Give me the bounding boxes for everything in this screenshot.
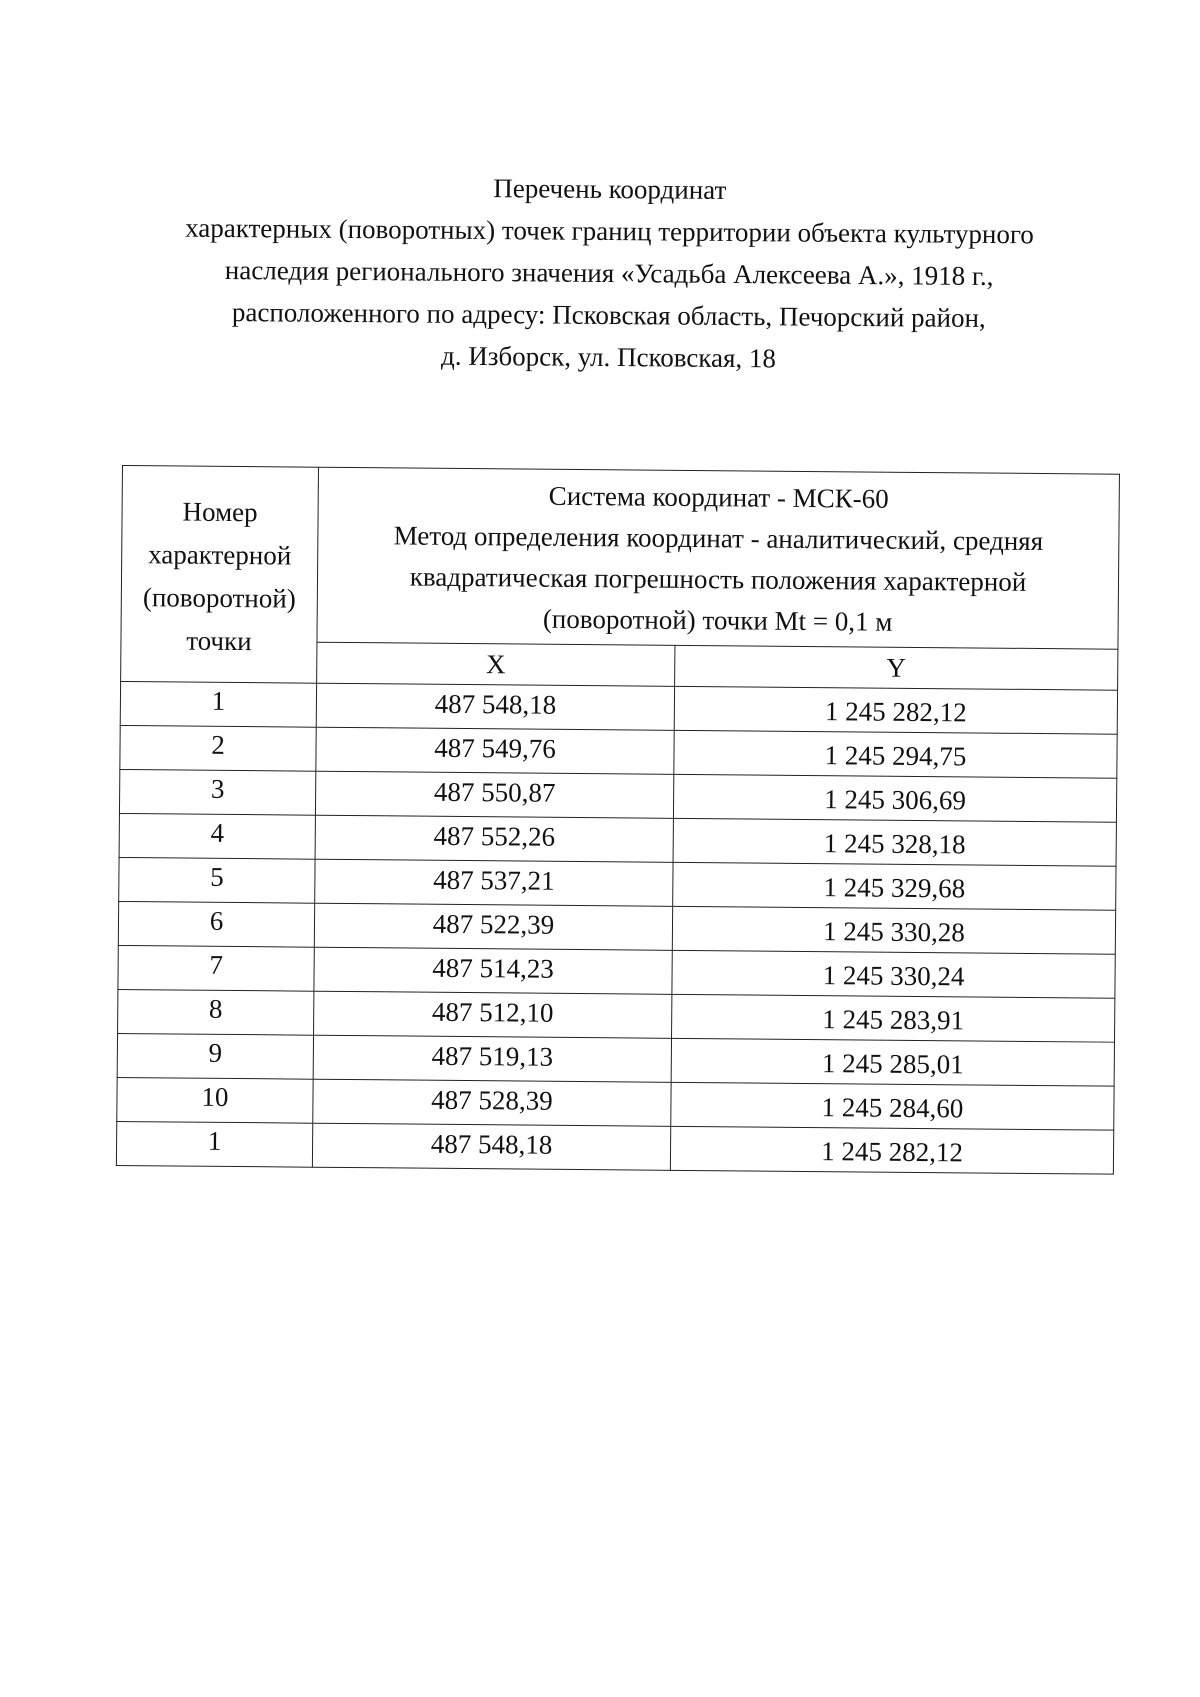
y-coordinate-cell: 1 245 330,28 <box>672 906 1115 954</box>
document-title <box>148 164 1070 381</box>
point-number-cell: 2 <box>120 725 316 771</box>
y-coordinate-cell: 1 245 294,75 <box>674 730 1117 778</box>
y-coordinate-cell: 1 245 284,60 <box>671 1082 1114 1130</box>
y-coordinate-cell: 1 245 285,01 <box>671 1038 1114 1086</box>
y-coordinate-cell: 1 245 330,24 <box>672 950 1115 998</box>
x-coordinate-cell: 487 549,76 <box>316 727 674 774</box>
x-coordinate-cell: 487 519,13 <box>313 1035 671 1082</box>
x-coordinate-cell: 487 522,39 <box>314 903 672 950</box>
header-text: (поворотной) точки Mt = 0,1 м <box>542 603 893 637</box>
coordinates-table-wrapper <box>116 465 1119 1175</box>
x-coordinate-cell: 487 512,10 <box>314 991 672 1038</box>
y-coordinate-cell: 1 245 306,69 <box>673 774 1116 822</box>
coordinate-system-header <box>317 467 1120 649</box>
header-row <box>121 466 1120 650</box>
x-coordinate-cell: 487 548,18 <box>316 683 674 730</box>
x-coordinate-cell: 487 514,23 <box>314 947 672 994</box>
y-column-header: Y <box>675 645 1118 690</box>
point-number-cell: 4 <box>119 813 315 859</box>
header-text: точки <box>186 625 252 656</box>
point-number-cell: 1 <box>116 1121 312 1167</box>
x-coordinate-cell: 487 537,21 <box>315 859 673 906</box>
x-coordinate-cell: 487 548,18 <box>312 1123 670 1170</box>
title-line: характерных (поворотных) точек границ территории объекта культурного <box>185 212 1034 250</box>
title-line: расположенного по адресу: Псковская область, Печорский район, <box>231 297 986 333</box>
y-coordinate-cell: 1 245 282,12 <box>674 686 1117 734</box>
table-row <box>116 1121 1113 1174</box>
x-coordinate-cell: 487 550,87 <box>315 771 673 818</box>
header-text: Номер <box>182 496 258 527</box>
point-number-cell: 6 <box>118 901 314 947</box>
y-coordinate-cell: 1 245 282,12 <box>670 1126 1113 1174</box>
point-number-cell: 10 <box>117 1077 313 1123</box>
header-text: Система координат - МСК-60 <box>548 480 889 514</box>
point-number-cell: 1 <box>120 681 316 727</box>
y-coordinate-cell: 1 245 329,68 <box>673 862 1116 910</box>
y-coordinate-cell: 1 245 328,18 <box>673 818 1116 866</box>
title-line: наследия регионального значения «Усадьба Алексеева А.», 1918 г., <box>224 254 994 292</box>
x-coordinate-cell: 487 552,26 <box>315 815 673 862</box>
x-coordinate-cell: 487 528,39 <box>313 1079 671 1126</box>
title-line: д. Изборск, ул. Псковская, 18 <box>440 340 777 374</box>
header-text: (поворотной) <box>142 581 296 614</box>
header-text: Метод определения координат - аналитический, средняя <box>393 520 1044 557</box>
point-number-cell: 7 <box>118 945 314 991</box>
point-number-header <box>121 466 319 684</box>
x-column-header: X <box>317 642 675 686</box>
coordinates-table <box>116 465 1120 1175</box>
point-number-cell: 5 <box>119 857 315 903</box>
header-text: квадратическая погрешность положения характерной <box>409 561 1027 597</box>
y-coordinate-cell: 1 245 283,91 <box>672 994 1115 1042</box>
point-number-cell: 3 <box>119 769 315 815</box>
point-number-cell: 8 <box>118 989 314 1035</box>
title-line: Перечень координат <box>493 173 727 205</box>
header-text: характерной <box>148 538 292 570</box>
point-number-cell: 9 <box>117 1033 313 1079</box>
